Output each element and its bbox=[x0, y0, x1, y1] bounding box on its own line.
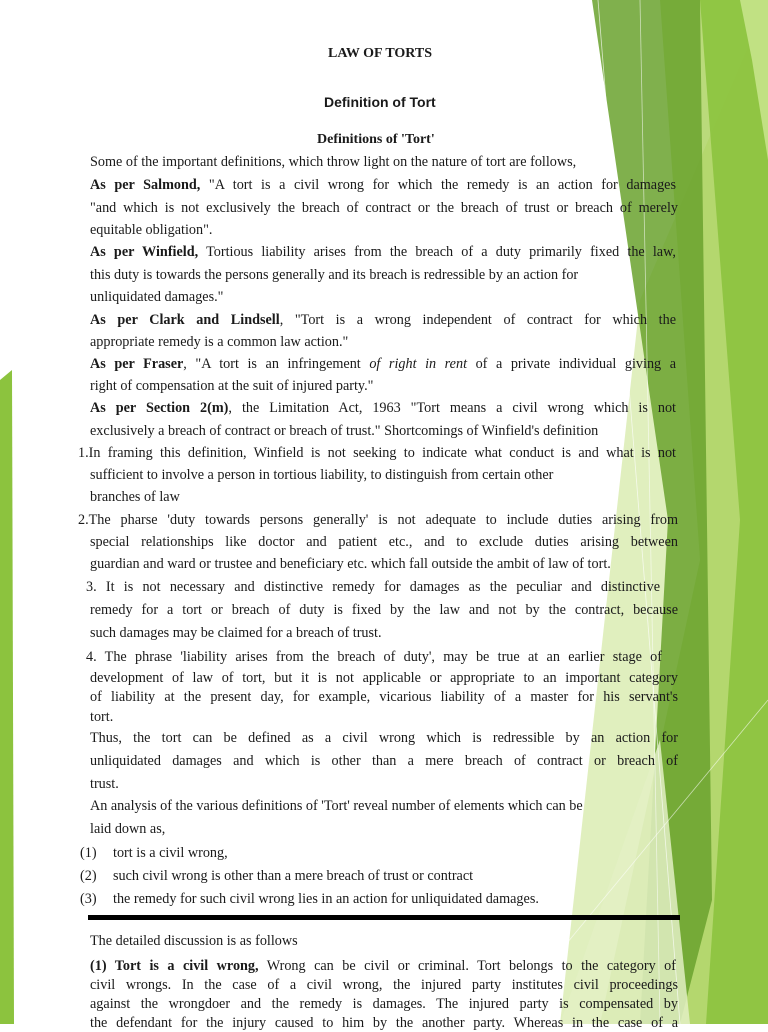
fraser-text-1a: , "A tort is an infringement bbox=[183, 356, 370, 372]
point3-line-2: remedy for a tort or breach of duty is fixed by the law and not by the contract, because bbox=[90, 602, 678, 618]
section-divider bbox=[88, 915, 680, 920]
winfield-line-1 bbox=[90, 243, 676, 261]
element-1-number: (1) bbox=[80, 845, 97, 861]
element-2-text: such civil wrong is other than a mere breach of trust or contract bbox=[113, 868, 474, 884]
winfield-line-3: unliquidated damages." bbox=[90, 289, 224, 305]
clark-label: As per Clark and Lindsell bbox=[90, 312, 280, 328]
civil-line-4: the defendant for the injury caused to him by the another party. Whereas in the case of a bbox=[90, 1015, 678, 1031]
element-3-text: the remedy for such civil wrong lies in an action for unliquidated damages. bbox=[113, 891, 539, 907]
civil-label: (1) Tort is a civil wrong, bbox=[90, 958, 259, 974]
salmond-line-2: "and which is not exclusively the breach of contract or the breach of trust or breach of merely bbox=[90, 200, 678, 216]
point4-line-1: 4. The phrase 'liability arises from the breach of duty', may be true at an earlier stage of bbox=[86, 649, 662, 665]
salmond-text-1: "A tort is a civil wrong for which the remedy is an action for damages bbox=[208, 177, 676, 193]
thus-line-2: unliquidated damages and which is other than a mere breach of contract or breach of bbox=[90, 753, 678, 769]
winfield-text-1: Tortious liability arises from the breach of a duty primarily fixed the law, bbox=[206, 244, 676, 260]
salmond-line-3: equitable obligation". bbox=[90, 222, 213, 238]
point3-line-1: 3. It is not necessary and distinctive remedy for damages as the peculiar and distinctive bbox=[86, 579, 660, 595]
section-label: As per Section 2(m) bbox=[90, 400, 229, 416]
clark-line-2: appropriate remedy is a common law action." bbox=[90, 334, 349, 350]
element-1-text: tort is a civil wrong, bbox=[113, 845, 228, 861]
section-line-1 bbox=[90, 399, 676, 417]
winfield-label: As per Winfield, bbox=[90, 244, 199, 260]
detailed-intro: The detailed discussion is as follows bbox=[90, 933, 298, 949]
point4-line-3: of liability at the present day, for example, vicarious liability of a master for his servant's bbox=[90, 689, 678, 705]
section-line-2: exclusively a breach of contract or breach of trust." Shortcomings of Winfield's definition bbox=[90, 423, 599, 439]
page-subtitle: Definition of Tort bbox=[324, 94, 436, 110]
element-2-number: (2) bbox=[80, 868, 97, 884]
intro-line: Some of the important definitions, which throw light on the nature of tort are follows, bbox=[90, 154, 577, 170]
clark-text-1: , "Tort is a wrong independent of contract for which the bbox=[279, 312, 676, 328]
section-heading: Definitions of 'Tort' bbox=[317, 132, 435, 147]
civil-text-1: Wrong can be civil or criminal. Tort belongs to the category of bbox=[258, 958, 677, 974]
element-3-number: (3) bbox=[80, 891, 97, 907]
point4-line-4: tort. bbox=[90, 709, 114, 725]
civil-line-3: against the wrongdoer and the remedy is damages. The injured party is compensated by bbox=[90, 996, 678, 1012]
point1-line-1: 1.In framing this definition, Winfield is not seeking to indicate what conduct is and what is not bbox=[78, 445, 676, 461]
analysis-line-2: laid down as, bbox=[90, 821, 166, 837]
point3-line-3: such damages may be claimed for a breach of trust. bbox=[90, 625, 382, 641]
fraser-text-1b: of right in rent bbox=[369, 356, 468, 372]
point1-line-2: sufficient to involve a person in tortious liability, to distinguish from certain other bbox=[90, 467, 554, 483]
civil-line-1 bbox=[90, 957, 676, 975]
point2-line-2: special relationships like doctor and patient etc., and to exclude duties arising between bbox=[90, 534, 678, 550]
fraser-label: As per Fraser bbox=[90, 356, 184, 372]
fraser-text-1c: of a private individual giving a bbox=[467, 356, 676, 372]
fraser-line-1 bbox=[90, 355, 676, 373]
point2-line-1: 2.The pharse 'duty towards persons generally' is not adequate to include duties arising from bbox=[78, 512, 678, 528]
page-title: LAW OF TORTS bbox=[328, 46, 433, 61]
thus-line-3: trust. bbox=[90, 776, 119, 792]
point1-line-3: branches of law bbox=[90, 489, 180, 505]
thus-line-1: Thus, the tort can be defined as a civil wrong which is redressible by an action for bbox=[90, 730, 678, 746]
winfield-line-2: this duty is towards the persons generally and its breach is redressible by an action for bbox=[90, 267, 579, 283]
point4-line-2: development of law of tort, but it is not applicable or appropriate to an important category bbox=[90, 670, 678, 686]
point2-line-3: guardian and ward or trustee and beneficiary etc. which fall outside the ambit of law of tort. bbox=[90, 556, 611, 572]
salmond-label: As per Salmond, bbox=[90, 177, 201, 193]
salmond-line-1 bbox=[90, 176, 676, 194]
analysis-line-1: An analysis of the various definitions of 'Tort' reveal number of elements which can be bbox=[90, 798, 583, 814]
clark-line-1 bbox=[90, 311, 676, 329]
fraser-line-2: right of compensation at the suit of injured party." bbox=[90, 378, 374, 394]
section-text-1: , the Limitation Act, 1963 "Tort means a civil wrong which is not bbox=[228, 400, 676, 416]
civil-line-2: civil wrongs. In the case of a civil wrong, the injured party institutes civil proceedings bbox=[90, 977, 678, 993]
